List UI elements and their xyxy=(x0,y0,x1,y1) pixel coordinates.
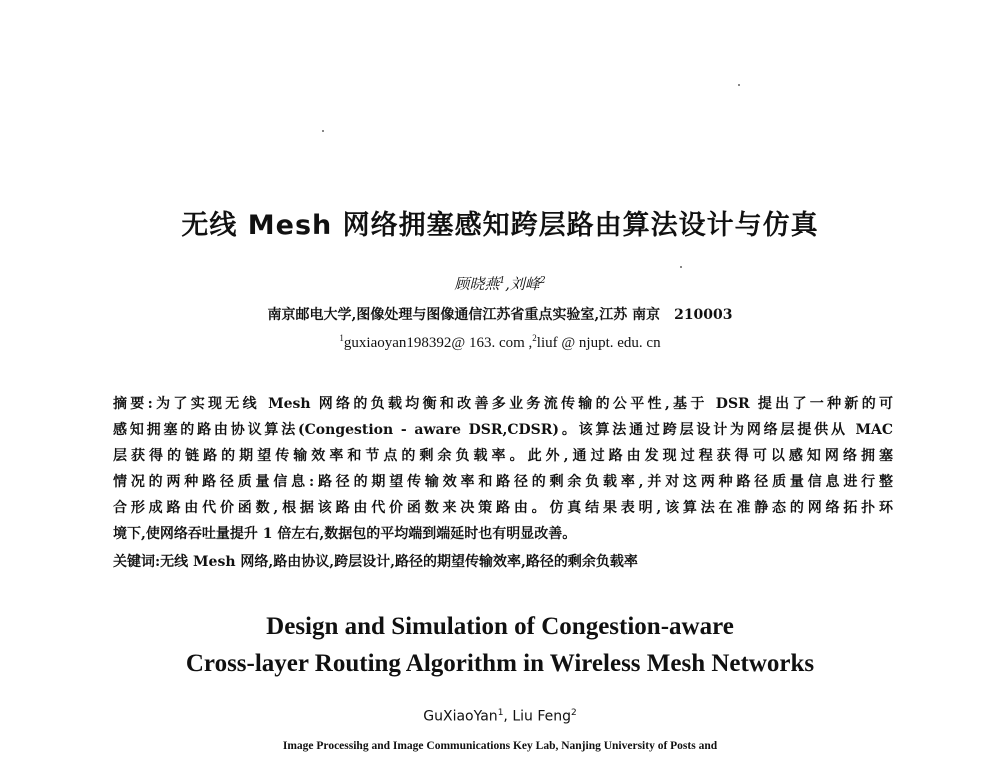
abstract-line: 合形成路由代价函数,根据该路由代价函数来决策路由。仿真结果表明,该算法在准静态的网络拓扑环 xyxy=(113,500,893,516)
author-sup: 2 xyxy=(539,276,546,286)
abstract-line: 层获得的链路的期望传输效率和节点的剩余负载率。此外,通过路由发现过程获得可以感知网络拥塞 xyxy=(113,448,893,464)
scan-speck xyxy=(680,266,682,268)
authors-chinese: 顾晓燕$^1$,刘峰$^2$ xyxy=(454,275,546,293)
keywords: 关键词:无线 Mesh 网络,路由协议,跨层设计,路径的期望传输效率,路径的剩余负载率 xyxy=(113,554,638,570)
author-name: 顾晓燕 xyxy=(454,275,500,293)
email: guxiaoyan198392@ 163. com , xyxy=(343,335,533,351)
author-sup: 1 xyxy=(499,276,506,286)
paper-title-english-line: Cross-layer Routing Algorithm in Wireless Mesh Networks xyxy=(185,650,815,677)
abstract-line: 感知拥塞的路由协议算法(Congestion - aware DSR,CDSR)。该算法通过跨层设计为网络层提供从 MAC xyxy=(113,422,893,438)
paper-title-english-line: Design and Simulation of Congestion-aware xyxy=(266,613,734,640)
author-name: GuXiaoYan xyxy=(423,708,498,725)
abstract-line: 摘要:为了实现无线 Mesh 网络的负载均衡和改善多业务流传输的公平性,基于 DSR 提出了一种新的可 xyxy=(113,396,893,412)
email-sup: 1 xyxy=(339,333,344,343)
scan-speck xyxy=(738,84,740,86)
email-sup: 2 xyxy=(532,333,537,343)
abstract-line: 境下,使网络吞吐量提升 1 倍左右,数据包的平均端到端延时也有明显改善。 xyxy=(113,526,577,542)
authors-english: GuXiaoYan$^1$, Liu Feng$^2$ xyxy=(423,708,577,725)
abstract xyxy=(113,391,893,575)
author-emails xyxy=(0,333,1000,352)
email: liuf @ njupt. edu. cn xyxy=(536,335,661,351)
author-sup: 2 xyxy=(571,708,577,718)
scan-speck xyxy=(322,130,324,132)
author-name: Liu Feng xyxy=(512,708,572,725)
author-sup: 1 xyxy=(497,708,504,718)
affiliation-english: Image Processihg and Image Communications Key Lab, Nanjing University of Posts and xyxy=(282,740,718,752)
affiliation-chinese: 南京邮电大学,图像处理与图像通信江苏省重点实验室,江苏 南京 210003 xyxy=(267,307,733,323)
author-name: 刘峰 xyxy=(509,275,540,293)
paper-title-chinese: 无线 Mesh 网络拥塞感知跨层路由算法设计与仿真 xyxy=(181,210,819,241)
abstract-line: 情况的两种路径质量信息:路径的期望传输效率和路径的剩余负载率,并对这两种路径质量信息进行整 xyxy=(113,474,893,490)
